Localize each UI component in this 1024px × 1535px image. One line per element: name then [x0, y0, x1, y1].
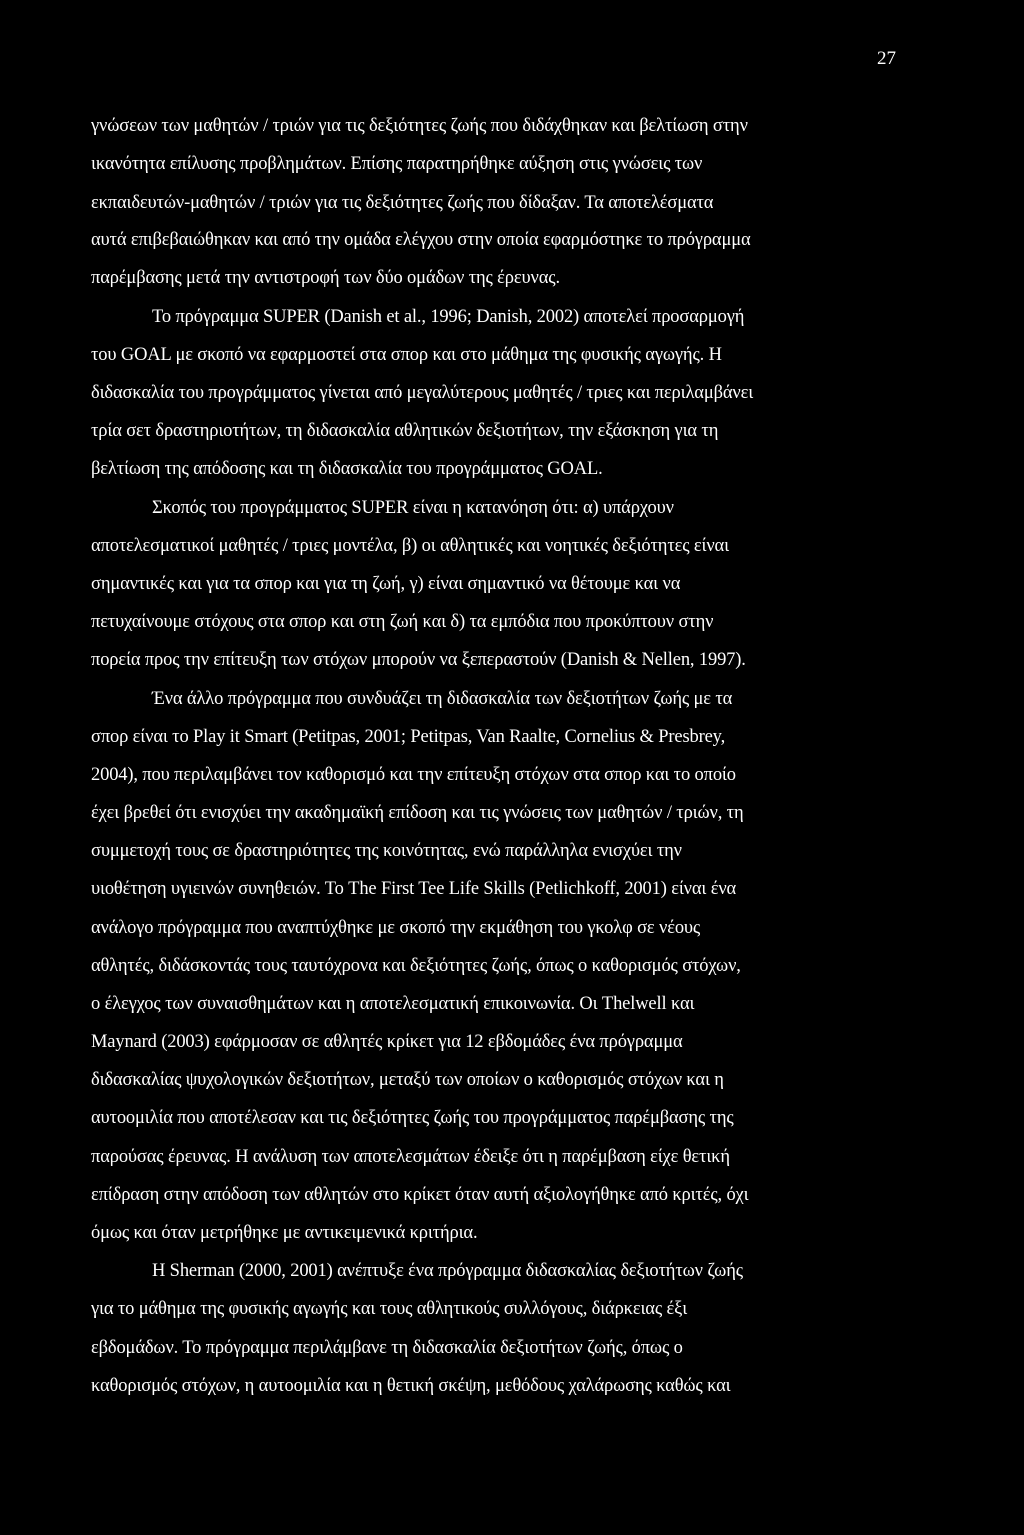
- text-line: του GOAL με σκοπό να εφαρμοστεί στα σπορ και στο μάθημα της φυσικής αγωγής. Η: [91, 345, 722, 365]
- text-line: αυτά επιβεβαιώθηκαν και από την ομάδα ελέγχου στην οποία εφαρμόστηκε το πρόγραμμα: [91, 230, 751, 250]
- text-line: σπορ είναι το Play it Smart (Petitpas, 2001; Petitpas, Van Raalte, Cornelius & Presbrey,: [91, 727, 726, 747]
- text-line: ο έλεγχος των συναισθημάτων και η αποτελεσματική επικοινωνία. Οι Thelwell και: [91, 994, 695, 1014]
- text-line: καθορισμός στόχων, η αυτοομιλία και η θετική σκέψη, μεθόδους χαλάρωσης καθώς και: [91, 1376, 731, 1396]
- text-line: έχει βρεθεί ότι ενισχύει την ακαδημαϊκή επίδοση και τις γνώσεις των μαθητών / τριών, τη: [91, 803, 744, 823]
- paragraph-first-line: Το πρόγραμμα SUPER (Danish et al., 1996; Danish, 2002) αποτελεί προσαρμογή: [152, 307, 745, 327]
- text-line: πετυχαίνουμε στόχους στα σπορ και στη ζωή και δ) τα εμπόδια που προκύπτουν στην: [91, 612, 714, 632]
- text-line: συμμετοχή τους σε δραστηριότητες της κοινότητας, ενώ παράλληλα ενισχύει την: [91, 841, 682, 861]
- text-line: ανάλογο πρόγραμμα που αναπτύχθηκε με σκοπό την εκμάθηση του γκολφ σε νέους: [91, 918, 701, 938]
- text-line: παρούσας έρευνας. Η ανάλυση των αποτελεσμάτων έδειξε ότι η παρέμβαση είχε θετική: [91, 1147, 730, 1167]
- text-line: όμως και όταν μετρήθηκε με αντικειμενικά κριτήρια.: [91, 1223, 478, 1243]
- text-line: αθλητές, διδάσκοντάς τους ταυτόχρονα και δεξιότητες ζωής, όπως ο καθορισμός στόχων,: [91, 956, 741, 976]
- text-line: σημαντικές και για τα σπορ και για τη ζωή, γ) είναι σημαντικό να θέτουμε και να: [91, 574, 681, 594]
- paragraph-first-line: Η Sherman (2000, 2001) ανέπτυξε ένα πρόγραμμα διδασκαλίας δεξιοτήτων ζωής: [152, 1261, 743, 1281]
- text-line: 2004), που περιλαμβάνει τον καθορισμό και την επίτευξη στόχων στα σπορ και το οποίο: [91, 765, 736, 785]
- text-line: επίδραση στην απόδοση των αθλητών στο κρίκετ όταν αυτή αξιολογήθηκε από κριτές, όχι: [91, 1185, 749, 1205]
- paragraph-first-line: Σκοπός του προγράμματος SUPER είναι η κατανόηση ότι: α) υπάρχουν: [152, 498, 674, 518]
- text-line: ικανότητα επίλυσης προβλημάτων. Επίσης παρατηρήθηκε αύξηση στις γνώσεις των: [91, 154, 703, 174]
- text-line: παρέμβασης μετά την αντιστροφή των δύο ομάδων της έρευνας.: [91, 268, 560, 288]
- text-line: υιοθέτηση υγιεινών συνηθειών. Το The First Tee Life Skills (Petlichkoff, 2001) είναι ένα: [91, 879, 737, 899]
- paragraph-first-line: Ένα άλλο πρόγραμμα που συνδυάζει τη διδασκαλία των δεξιοτήτων ζωής με τα: [152, 689, 733, 709]
- text-line: εκπαιδευτών-μαθητών / τριών για τις δεξιότητες ζωής που δίδαξαν. Τα αποτελέσματα: [91, 193, 714, 213]
- text-line: βελτίωση της απόδοσης και τη διδασκαλία του προγράμματος GOAL.: [91, 459, 603, 479]
- text-line: Maynard (2003) εφάρμοσαν σε αθλητές κρίκετ για 12 εβδομάδες ένα πρόγραμμα: [91, 1032, 683, 1052]
- text-line: αυτοομιλία που αποτέλεσαν και τις δεξιότητες ζωής του προγράμματος παρέμβασης της: [91, 1108, 734, 1128]
- text-line: για το μάθημα της φυσικής αγωγής και τους αθλητικούς συλλόγους, διάρκειας έξι: [91, 1299, 688, 1319]
- text-line: τρία σετ δραστηριοτήτων, τη διδασκαλία αθλητικών δεξιοτήτων, την εξάσκηση για τη: [91, 421, 719, 441]
- text-line: αποτελεσματικοί μαθητές / τριες μοντέλα, β) οι αθλητικές και νοητικές δεξιότητες είναι: [91, 536, 729, 556]
- text-line: γνώσεων των μαθητών / τριών για τις δεξιότητες ζωής που διδάχθηκαν και βελτίωση στην: [91, 116, 748, 136]
- page-number: 27: [877, 48, 896, 69]
- text-line: εβδομάδων. Το πρόγραμμα περιλάμβανε τη διδασκαλία δεξιοτήτων ζωής, όπως ο: [91, 1338, 683, 1358]
- text-line: διδασκαλία του προγράμματος γίνεται από μεγαλύτερους μαθητές / τριες και περιλαμβάνει: [91, 383, 754, 403]
- text-line: πορεία προς την επίτευξη των στόχων μπορούν να ξεπεραστούν (Danish & Nellen, 1997).: [91, 650, 746, 670]
- text-line: διδασκαλίας ψυχολογικών δεξιοτήτων, μεταξύ των οποίων ο καθορισμός στόχων και η: [91, 1070, 724, 1090]
